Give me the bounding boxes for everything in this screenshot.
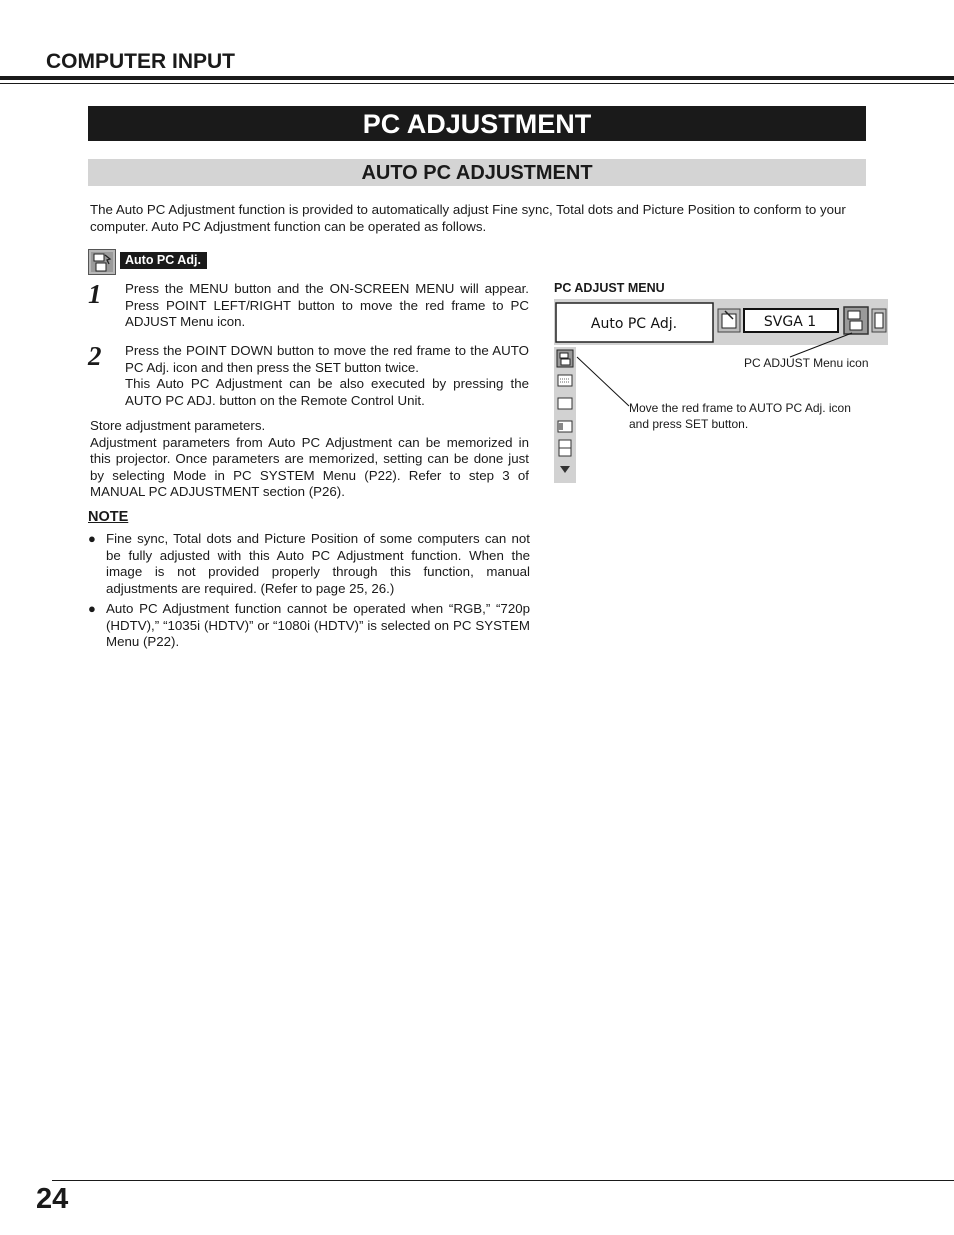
step-1-text: Press the MENU button and the ON-SCREEN MENU will appear. Press POINT LEFT/RIGHT button to move the red frame to PC ADJUST Menu icon. bbox=[125, 281, 529, 329]
store-icon bbox=[559, 440, 571, 456]
note-heading: NOTE bbox=[88, 509, 129, 525]
header-rule bbox=[0, 76, 954, 80]
note-item-2 bbox=[88, 601, 530, 651]
menu-display-label: Auto PC Adj. bbox=[590, 316, 678, 332]
footer-rule bbox=[52, 1180, 954, 1181]
total-dots-icon bbox=[558, 398, 572, 409]
step-2-text bbox=[125, 343, 529, 409]
step-number-2: 2 bbox=[88, 341, 102, 371]
note-item-text: Fine sync, Total dots and Picture Position of some computers can not be fully adjusted with this Auto PC Adjustment function. When the image is not provided properly through this function, manual adjustments are required. (Refer to page 25, 26.) bbox=[106, 531, 530, 596]
page-title: PC ADJUSTMENT bbox=[88, 106, 866, 141]
callout-pc-adjust-icon: PC ADJUST Menu icon bbox=[744, 356, 869, 370]
callout-move-frame-line1: Move the red frame to AUTO PC Adj. icon bbox=[629, 401, 851, 415]
section-title: COMPUTER INPUT bbox=[46, 50, 235, 73]
store-heading: Store adjustment parameters. bbox=[90, 418, 266, 433]
auto-pc-adj-label: Auto PC Adj. bbox=[120, 252, 207, 269]
step-2-line-a: Press the POINT DOWN button to move the red frame to the AUTO PC Adj. icon and then press the SET button twice. bbox=[125, 343, 529, 375]
fine-sync-icon bbox=[558, 375, 572, 386]
page-number: 24 bbox=[36, 1183, 69, 1215]
intro-paragraph: The Auto PC Adjustment function is provided to automatically adjust Fine sync, Total dots and Picture Position to conform to your computer. Auto PC Adjustment function can be operated as follows. bbox=[90, 202, 846, 234]
step-number-1: 1 bbox=[88, 279, 102, 309]
page-subtitle: AUTO PC ADJUSTMENT bbox=[88, 159, 866, 186]
store-text: Adjustment parameters from Auto PC Adjustment can be memorized in this projector. Once parameters are memorized, setting can be done just by selecting Mode in PC SYSTEM Menu (P22). Refer to step 3 of MANUAL PC ADJUSTMENT section (P26). bbox=[90, 434, 529, 499]
mode-label: SVGA 1 bbox=[763, 314, 817, 330]
auto-pc-adj-menu-icon bbox=[557, 350, 573, 367]
menu-caption: PC ADJUST MENU bbox=[554, 281, 665, 295]
note-item-1 bbox=[88, 531, 530, 597]
pc-adjust-menu-illustration bbox=[554, 299, 890, 485]
note-item-text: Auto PC Adjustment function cannot be operated when “RGB,” “720p (HDTV),” “1035i (HDTV)” or “1080i (HDTV)” is selected on PC SYSTEM Menu (P22). bbox=[106, 601, 530, 649]
store-section bbox=[90, 418, 529, 501]
position-icon bbox=[558, 421, 572, 432]
pc-adjust-menu-icon bbox=[844, 307, 868, 334]
header-rule-thin bbox=[0, 83, 954, 84]
next-menu-icon bbox=[872, 309, 886, 332]
bullet-icon: ● bbox=[88, 601, 96, 616]
pc-system-icon bbox=[718, 309, 740, 332]
callout-move-frame bbox=[629, 400, 889, 432]
callout-line-frame bbox=[577, 357, 629, 406]
auto-pc-adj-icon bbox=[88, 249, 116, 275]
callout-move-frame-line2: and press SET button. bbox=[629, 417, 749, 431]
step-2-line-b: This Auto PC Adjustment can be also executed by pressing the AUTO PC ADJ. button on the Remote Control Unit. bbox=[125, 376, 529, 408]
bullet-icon: ● bbox=[88, 531, 96, 546]
